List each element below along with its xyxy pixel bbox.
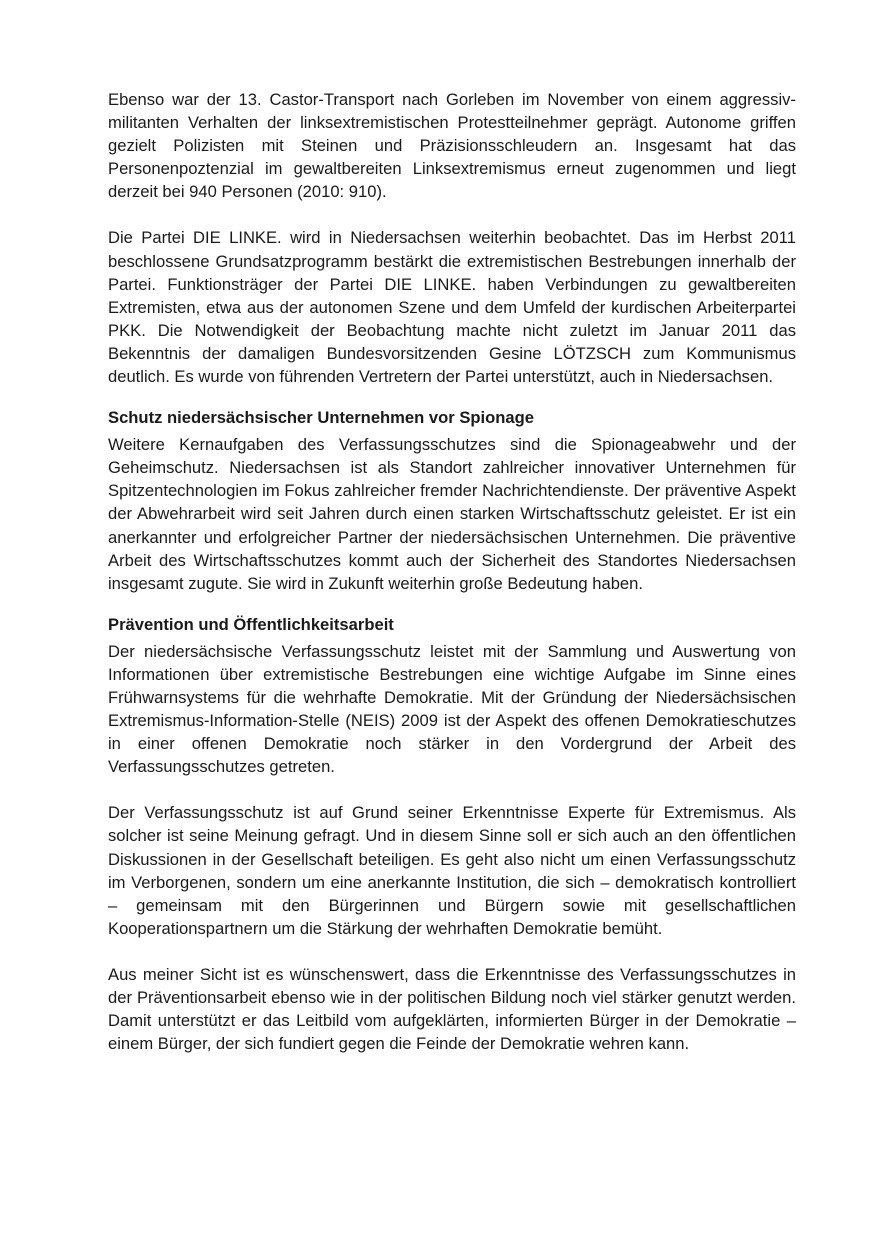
document-page (108, 88, 796, 1055)
paragraph-spionageabwehr: Weitere Kernaufgaben des Verfassungsschutzes sind die Spionageabwehr und der Geheimschutz. Niedersachsen ist als Standort zahlreicher innovativer Unternehmen für Spitzentechnologien im Fokus zahlreicher fremder Nachrichtendienste. Der präventive Aspekt der Abwehrarbeit wird seit Jahren durch einen starken Wirtschaftsschutz geleistet. Er ist ein anerkannter und erfolgreicher Partner der niedersächsischen Unternehmen. Die präventive Arbeit des Wirtschaftsschutzes kommt auch der Sicherheit des Standortes Niedersachsen insgesamt zugute. Sie wird in Zukunft weiterhin große Bedeutung haben. (108, 435, 796, 593)
paragraph-die-linke: Die Partei DIE LINKE. wird in Niedersachsen weiterhin beobachtet. Das im Herbst 2011 beschlossene Grundsatzprogramm bestärkt die extremistischen Bestrebungen innerhalb der Partei. Funktionsträger der Partei DIE LINKE. haben Verbindungen zu gewaltbereiten Extremisten, etwa aus der autonomen Szene und dem Umfeld der kurdischen Arbeiterpartei PKK. Die Notwendigkeit der Beobachtung machte nicht zuletzt im Januar 2011 das Bekenntnis der damaligen Bundesvorsitzenden Gesine LÖTZSCH zum Kommunismus deutlich. Es wurde von führenden Vertretern der Partei unterstützt, auch in Niedersachsen. (108, 228, 796, 387)
section-heading-praevention: Prävention und Öffentlichkeitsarbeit (108, 614, 394, 634)
section-heading-spionage: Schutz niedersächsischer Unternehmen vor Spionage (108, 408, 535, 428)
paragraph-politische-bildung: Aus meiner Sicht ist es wünschenswert, dass die Erkenntnisse des Verfassungsschutzes in der Präventionsarbeit ebenso wie in der politischen Bildung noch viel stärker genutzt werden. Damit unterstützt er das Leitbild vom aufgeklärten, informierten Bürger in der Demokratie – einem Bürger, der sich fundiert gegen die Feinde der Demokratie wehren kann. (108, 964, 796, 1054)
paragraph-castor-transport: Ebenso war der 13. Castor-Transport nach Gorleben im November von einem aggressiv-militanten Verhalten der linksextremistischen Protestteilnehmer geprägt. Autonome griffen gezielt Polizisten mit Steinen und Präzisionsschleudern an. Insgesamt hat das Personenpoztenzial im gewaltbereiten Linksextremismus erneut zugenommen und liegt derzeit bei 940 Personen (2010: 910). (108, 90, 796, 202)
paragraph-experte-extremismus: Der Verfassungsschutz ist auf Grund seiner Erkenntnisse Experte für Extremismus. Als solcher ist seine Meinung gefragt. Und in diesem Sinne soll er sich auch an den öffentlichen Diskussionen in der Gesellschaft beteiligen. Es geht also nicht um einen Verfassungsschutz im Verborgenen, sondern um eine anerkannte Institution, die sich – demokratisch kontrolliert – gemeinsam mit den Bürgerinnen und Bürgern sowie mit gesellschaftlichen Kooperationspartnern um die Stärkung der wehrhaften Demokratie bemüht. (108, 803, 796, 938)
paragraph-fruehwarnsystem: Der niedersächsische Verfassungsschutz leistet mit der Sammlung und Auswertung von Informationen über extremistische Bestrebungen eine wichtige Aufgabe im Sinne eines Frühwarnsystems für die wehrhafte Demokratie. Mit der Gründung der Niedersächsischen Extremismus-Information-Stelle (NEIS) 2009 ist der Aspekt des offenen Demokratieschutzes in einer offenen Demokratie noch stärker in den Vordergrund der Arbeit des Verfassungsschutzes getreten. (108, 641, 796, 777)
